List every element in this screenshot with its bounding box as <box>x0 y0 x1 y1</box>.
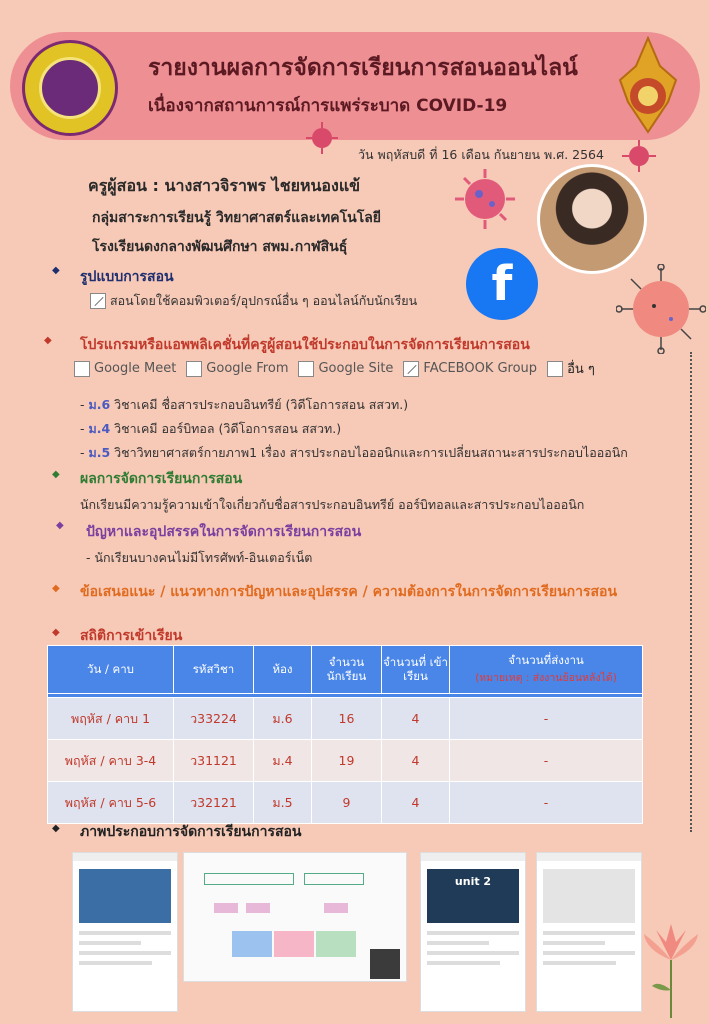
bullet-icon: ◆ <box>56 520 64 531</box>
format-option-label: สอนโดยใช้คอมพิวเตอร์/อุปกรณ์อื่น ๆ ออนไลน์กับนักเรียน <box>110 293 418 308</box>
school-name: โรงเรียนดงกลางพัฒนศึกษา สพม.กาฬสินธุ์ <box>92 239 348 255</box>
result-text: นักเรียนมีความรู้ความเข้าใจเกี่ยวกับชื่อสารประกอบอินทรีย์ ออร์บิทอลและสารประกอบไอออนิก <box>80 497 585 512</box>
header-note: (หมายเหตุ : ส่งงานย้อนหลังได้) <box>475 672 617 685</box>
problems-title: ปัญหาและอุปสรรคในการจัดการเรียนการสอน <box>86 524 362 540</box>
dotted-divider <box>690 352 692 832</box>
option-google-meet[interactable]: Google Meet <box>74 361 176 377</box>
program-detail-row: - ม.6 วิชาเคมี ชื่อสารประกอบอินทรีย์ (วิดีโอการสอน สสวท.) <box>80 397 409 412</box>
col-header-room: ห้อง <box>254 646 312 694</box>
stats-title: สถิติการเข้าเรียน <box>80 628 183 644</box>
option-google-form[interactable]: Google From <box>186 361 288 377</box>
bullet-icon: ◆ <box>52 469 60 480</box>
option-google-site[interactable]: Google Site <box>298 361 393 377</box>
bullet-icon: ◆ <box>52 627 60 638</box>
flower-icon <box>636 920 706 1020</box>
virus-icon <box>616 264 706 354</box>
option-facebook-group[interactable]: FACEBOOK Group <box>403 361 537 377</box>
problems-text: - นักเรียนบางคนไม่มีโทรศัพท์-อินเตอร์เน็ต <box>86 550 313 565</box>
col-header-day: วัน / คาบ <box>48 646 174 694</box>
subject-group: กลุ่มสาระการเรียนรู้ วิทยาศาสตร์และเทคโนโลยี <box>92 210 382 226</box>
result-title: ผลการจัดการเรียนการสอน <box>80 471 243 487</box>
virus-icon <box>450 166 520 232</box>
page-title: รายงานผลการจัดการเรียนการสอนออนไลน์ <box>148 55 578 81</box>
report-date: วัน พฤหัสบดี ที่ 16 เดือน กันยายน พ.ศ. 2564 <box>358 147 604 162</box>
format-title: รูปแบบการสอน <box>80 269 174 285</box>
virus-icon <box>302 120 342 156</box>
checkbox-checked[interactable] <box>90 293 106 309</box>
teacher-photo <box>537 164 647 274</box>
facebook-icon: f <box>466 248 538 320</box>
attendance-table <box>47 645 643 824</box>
screenshot-thumbnail <box>536 852 642 1012</box>
program-options <box>74 358 605 379</box>
table-row: พฤหัส / คาบ 3-4 ว31121 ม.4 19 4 - <box>48 740 643 782</box>
col-header-submitted: จำนวนที่ส่งงาน (หมายเหตุ : ส่งงานย้อนหลังได้) <box>450 646 643 694</box>
screenshot-lesson-video <box>183 852 407 982</box>
virus-icon <box>618 138 660 174</box>
teacher-name: ครูผู้สอน : นางสาวจิราพร ไชยหนองแข้ <box>88 176 361 195</box>
col-header-code: รหัสวิชา <box>174 646 254 694</box>
screenshot-thumbnail: unit 2 <box>420 852 526 1012</box>
screenshot-thumbnail <box>72 852 178 1012</box>
table-row: พฤหัส / คาบ 1 ว33224 ม.6 16 4 - <box>48 698 643 740</box>
table-row: พฤหัส / คาบ 5-6 ว32121 ม.5 9 4 - <box>48 782 643 824</box>
page-subtitle: เนื่องจากสถานการณ์การแพร่ระบาด COVID-19 <box>148 96 508 116</box>
images-title: ภาพประกอบการจัดการเรียนการสอน <box>80 824 302 840</box>
col-header-students: จำนวน นักเรียน <box>312 646 382 694</box>
suggestion-title: ข้อเสนอแนะ / แนวทางการปัญหาและอุปสรรค / ความต้องการในการจัดการเรียนการสอน <box>80 584 618 600</box>
obec-emblem-logo <box>606 36 690 136</box>
bullet-icon: ◆ <box>52 265 60 276</box>
program-detail-row: - ม.4 วิชาเคมี ออร์บิทอล (วิดีโอการสอน สสวท.) <box>80 421 342 436</box>
option-other[interactable]: อื่น ๆ <box>547 358 595 379</box>
school-logo <box>22 40 118 136</box>
bullet-icon: ◆ <box>52 823 60 834</box>
bullet-icon: ◆ <box>44 335 52 346</box>
program-detail-row: - ม.5 วิชาวิทยาศาสตร์กายภาพ1 เรื่อง สารประกอบไอออนิกและการเปลี่ยนสถานะสารประกอบไอออนิก <box>80 445 628 460</box>
bullet-icon: ◆ <box>52 583 60 594</box>
col-header-attended: จำนวนที่ เข้าเรียน <box>382 646 450 694</box>
format-option <box>90 291 417 311</box>
programs-title: โปรแกรมหรือแอพพลิเคชั่นที่ครูผู้สอนใช้ประกอบในการจัดการเรียนการสอน <box>80 337 530 353</box>
